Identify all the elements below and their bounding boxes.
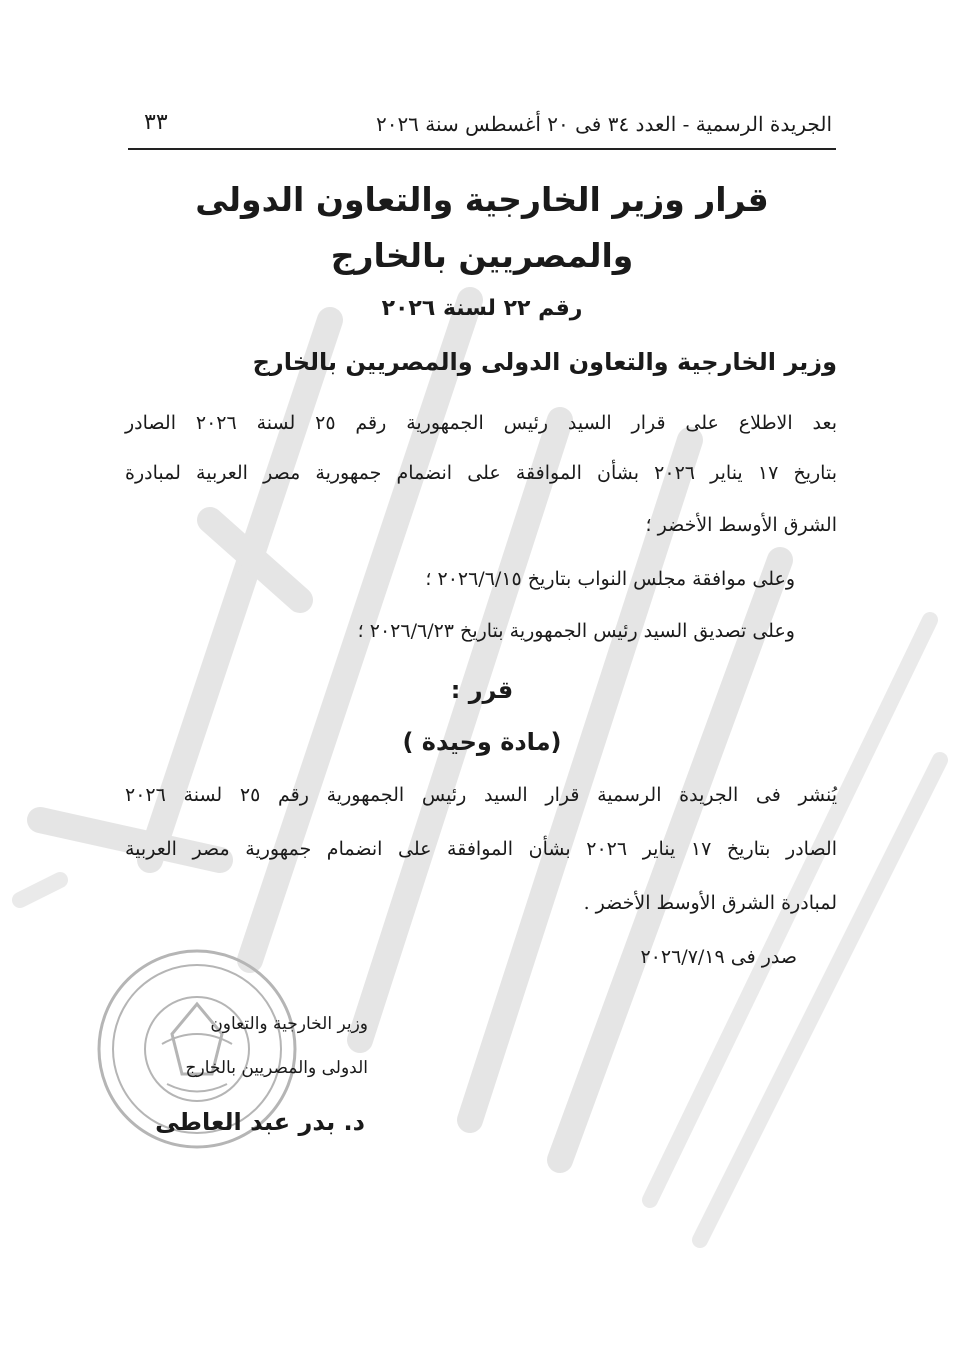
article-line3: لمبادرة الشرق الأوسط الأخضر . (583, 892, 837, 914)
preamble-line3: الشرق الأوسط الأخضر ؛ (645, 514, 837, 536)
decree-title-line1: قرار وزير الخارجية والتعاون الدولى (195, 180, 769, 219)
signatory-name: د. بدر عبد العاطى (155, 1108, 365, 1136)
signatory-title-line2: الدولى والمصريين بالخارج (185, 1058, 368, 1078)
preamble-parliament-approval: وعلى موافقة مجلس النواب بتاريخ ٢٠٢٦/٦/١٥ ؛ (425, 568, 795, 590)
article-heading: (مادة وحيدة ) (402, 728, 562, 756)
decree-number: رقم ٢٢ لسنة ٢٠٢٦ (381, 296, 583, 321)
page-header (128, 108, 836, 150)
signatory-title-line1: وزير الخارجية والتعاون (210, 1014, 368, 1034)
gazette-issue-line: الجريدة الرسمية - العدد ٣٤ فى ٢٠ أغسطس سنة ٢٠٢٦ (375, 112, 832, 136)
issuer-heading: وزير الخارجية والتعاون الدولى والمصريين بالخارج (252, 348, 837, 376)
article-line1: يُنشر فى الجريدة الرسمية قرار السيد رئيس الجمهورية رقم ٢٥ لسنة ٢٠٢٦ (125, 784, 837, 806)
page-number: ٣٣ (144, 110, 168, 135)
article-line2: الصادر بتاريخ ١٧ يناير ٢٠٢٦ بشأن الموافقة على انضمام جمهورية مصر العربية (125, 838, 838, 860)
issue-date: صدر فى ٢٠٢٦/٧/١٩ (640, 946, 797, 968)
preamble-line2: بتاريخ ١٧ يناير ٢٠٢٦ بشأن الموافقة على انضمام جمهورية مصر العربية لمبادرة (125, 462, 837, 484)
preamble-presidential-ratification: وعلى تصديق السيد رئيس الجمهورية بتاريخ ٢٠٢٦/٦/٢٣ ؛ (357, 620, 795, 642)
decided-heading: قرر : (450, 676, 514, 704)
preamble-line1: بعد الاطلاع على قرار السيد رئيس الجمهورية رقم ٢٥ لسنة ٢٠٢٦ الصادر (125, 412, 837, 434)
decree-title-line2: والمصريين بالخارج (330, 236, 634, 275)
